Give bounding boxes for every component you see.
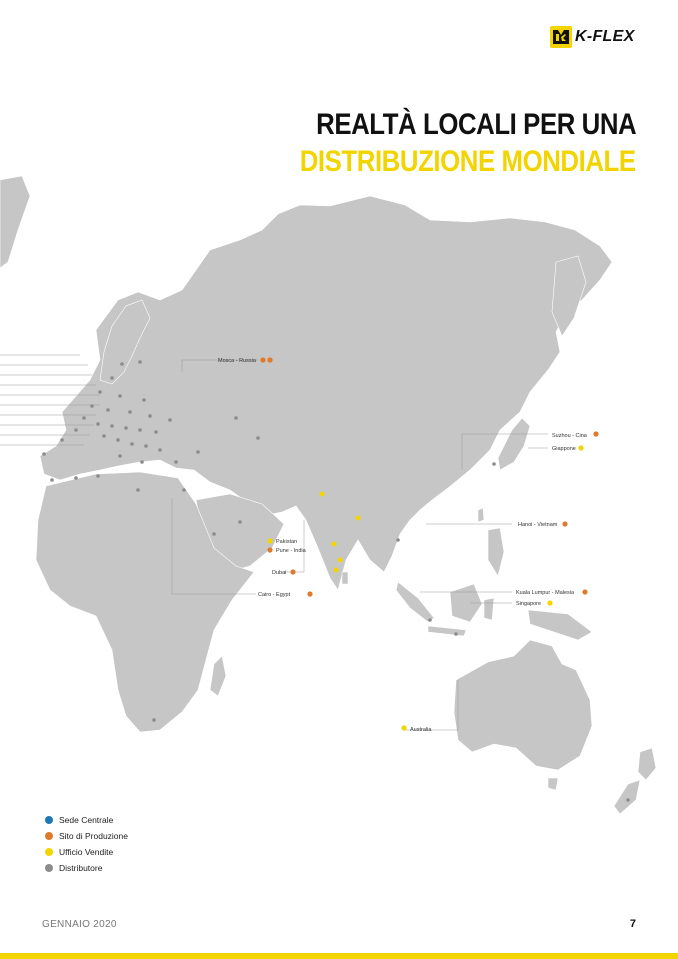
sumatra-landmass [396,582,434,622]
location-label: Hanoi - Vietnam [518,522,558,528]
footer-date: GENNAIO 2020 [42,919,117,930]
legend-dot-icon [45,864,53,872]
page-number: 7 [629,918,636,930]
australia-landmass [454,640,592,770]
location-label: Mosca - Russia [218,358,256,364]
legend-item [45,860,128,876]
tasmania-landmass [548,778,558,790]
location-label: Suzhou - Cina [552,433,587,439]
taiwan-landmass [478,508,484,522]
location-label: Pune - India [276,548,306,554]
legend-label: Sito di Produzione [59,831,128,841]
brand-name: K-FLEX [575,28,635,45]
location-label: Cairo - Egypt [258,592,291,598]
kamchatka-landmass [552,256,586,336]
legend-label: Distributore [59,863,103,873]
legend-dot-icon [45,848,53,856]
map-legend [45,812,128,876]
location-label: Australia [410,727,432,733]
greenland-landmass [0,176,30,268]
new-zealand-south-landmass [614,780,640,814]
java-landmass [428,626,466,636]
sri-lanka-landmass [342,572,348,584]
footer-bar [0,953,678,959]
legend-item [45,844,128,860]
location-label: Giappone [552,446,576,452]
legend-label: Sede Centrale [59,815,114,825]
philippines-landmass [488,528,504,576]
location-label: Pakistan [276,539,298,545]
location-label: Dubai [272,570,287,576]
location-label: Kuala Lumpur - Malesia [516,590,575,596]
madagascar-landmass [210,656,226,696]
new-zealand-landmass [638,748,656,780]
location-label: Singapore [516,601,542,607]
page-title-line1: REALTÀ LOCALI PER UNA [315,108,636,141]
legend-label: Ufficio Vendite [59,847,114,857]
legend-dot-icon [45,832,53,840]
page-title-line2: DISTRIBUZIONE MONDIALE [300,145,636,178]
new-guinea-landmass [528,610,592,640]
sulawesi-landmass [484,598,494,620]
legend-item [45,812,128,828]
legend-item [45,828,128,844]
legend-dot-icon [45,816,53,824]
